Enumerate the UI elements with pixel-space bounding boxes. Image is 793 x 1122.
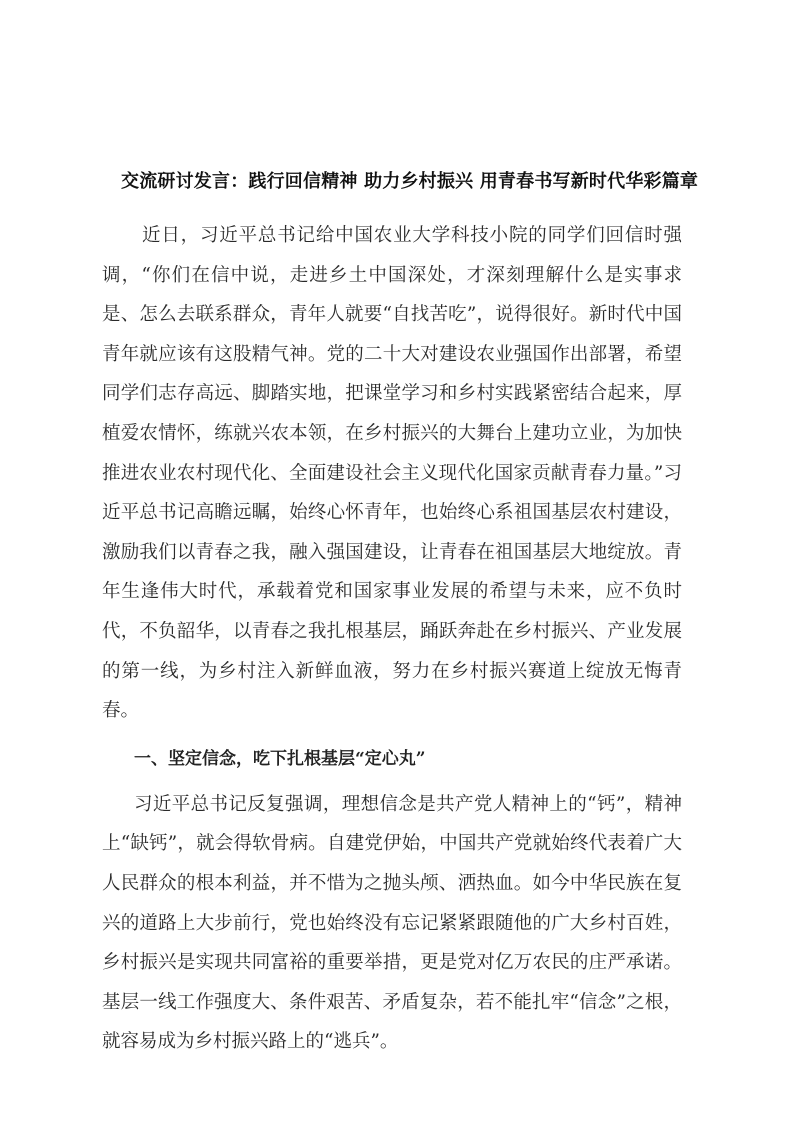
document-page (102, 170, 699, 1062)
intro-paragraph: 近日，习近平总书记给中国农业大学科技小院的同学们回信时强调，“你们在信中说，走进乡土中国深处，才深刻理解什么是实事求是、怎么去联系群众，青年人就要“自找苦吃”，说得很好。新时代中国青年就应该有这股精气神。党的二十大对建设农业强国作出部署，希望同学们志存高远、脚踏实地，把课堂学习和乡村实践紧密结合起来，厚植爱农情怀，练就兴农本领，在乡村振兴的大舞台上建功立业，为加快推进农业农村现代化、全面建设社会主义现代化国家贡献青春力量。”习近平总书记高瞻远瞩，始终心怀青年，也始终心系祖国基层农村建设，激励我们以青春之我，融入强国建设，让青春在祖国基层大地绽放。青年生逢伟大时代，承载着党和国家事业发展的希望与未来，应不负时代，不负韶华，以青春之我扎根基层，踊跃奔赴在乡村振兴、产业发展的第一线，为乡村注入新鲜血液，努力在乡村振兴赛道上绽放无悔青春。 (102, 225, 682, 722)
section-1-paragraph: 习近平总书记反复强调，理想信念是共产党人精神上的“钙”，精神上“缺钙”，就会得软骨病。自建党伊始，中国共产党就始终代表着广大人民群众的根本利益，并不惜为之抛头颅、洒热血。如今中华民族在复兴的道路上大步前行，党也始终没有忘记紧紧跟随他的广大乡村百姓，乡村振兴是实现共同富裕的重要举措，更是党对亿万农民的庄严承诺。基层一线工作强度大、条件艰苦、矛盾复杂，若不能扎牢“信念”之根，就容易成为乡村振兴路上的“逃兵”。 (102, 793, 682, 1053)
section-heading-1: 一、坚定信念，吃下扎根基层“定心丸” (134, 748, 426, 769)
document-title: 交流研讨发言：践行回信精神 助力乡村振兴 用青春书写新时代华彩篇章 (121, 171, 699, 192)
